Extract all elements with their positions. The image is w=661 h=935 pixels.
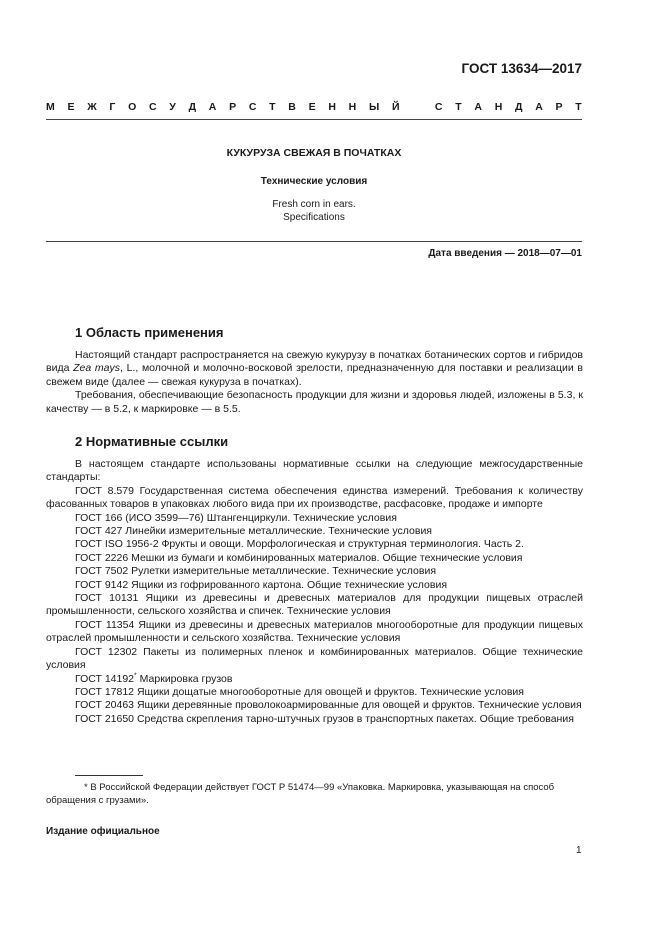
banner-gap <box>412 101 422 113</box>
section1-paragraph2: Требования, обеспечивающие безопасность продукции для жизни и здоровья людей, изложены в 5.3, к качеству — в 5.2, к маркировке — в 5.5. <box>46 389 583 415</box>
page-number: 1 <box>576 845 582 856</box>
banner-letter: Й <box>391 101 400 113</box>
banner-letter: С <box>434 101 443 113</box>
section1-p1-text: Настоящий стандарт распространяется на свежую кукурузу в початках ботанических сортов и гибридов вида <box>46 349 583 375</box>
section2-intro: В настоящем стандарте использованы нормативные ссылки на следующие межгосударственные стандарты: <box>46 458 583 484</box>
banner-letter: М <box>46 101 55 113</box>
ref-item: ГОСТ 11354 Ящики из древесины и древесных материалов многооборотные для продукции пищевых отраслей промышленности и сельского хозяйства. Технические условия <box>46 618 583 645</box>
header-rule-top <box>46 119 582 120</box>
ref-item: ГОСТ 2226 Мешки из бумаги и комбинированных материалов. Общие технические условия <box>75 551 523 564</box>
ref-14192-title: Маркировка грузов <box>136 672 233 685</box>
section1-p1-text-end: , L., молочной и молочно-восковой зрелости, предназначенную для поставки и реализации в свежем виде (далее — свежая кукуруза в початках). <box>46 362 583 388</box>
species-name: Zea mays <box>73 362 120 375</box>
banner-letter: О <box>128 101 137 113</box>
section1-heading: 1 Область применения <box>75 325 224 340</box>
ref-item: ГОСТ 17812 Ящики дощатые многооборотные для овощей и фруктов. Технические условия <box>75 685 524 698</box>
banner-letter: Ж <box>87 101 97 113</box>
banner-letter: Р <box>229 101 237 113</box>
ref-item: ГОСТ 8.579 Государственная система обеспечения единства измерений. Требования к количеству фасованных товаров в упаковках любого вида при их производстве, расфасовке, продаже и импорте <box>46 484 583 511</box>
document-title: КУКУРУЗА СВЕЖАЯ В ПОЧАТКАХ <box>226 147 402 159</box>
footnote-marker: * <box>134 672 137 679</box>
section1-paragraph1 <box>46 349 583 389</box>
ref-14192-code: ГОСТ 14192 <box>75 672 135 685</box>
banner-letter: А <box>208 101 217 113</box>
footnote-separator <box>75 775 143 776</box>
banner-letter: Т <box>575 101 582 113</box>
banner-letter: А <box>474 101 482 113</box>
banner-letter: В <box>288 101 296 113</box>
introduction-date: Дата введения — 2018—07—01 <box>428 248 582 259</box>
section1-body <box>46 349 583 416</box>
banner-letter: Е <box>67 101 75 113</box>
document-code: ГОСТ 13634—2017 <box>461 61 582 76</box>
banner-letter: Г <box>109 101 116 113</box>
banner-letter: Н <box>348 101 357 113</box>
ref-item: ГОСТ 20463 Ящики деревянные проволокоармированные для овощей и фруктов. Технические условия <box>75 699 582 712</box>
banner-letter: Н <box>494 101 503 113</box>
ref-item: ГОСТ 21650 Средства скрепления тарно-штучных грузов в транспортных пакетах. Общие требования <box>75 712 574 725</box>
banner-letter: Н <box>328 101 336 113</box>
ref-item: ГОСТ 10131 Ящики из древесины и древесных материалов для продукции пищевых отраслей промышленности, сельского хозяйства и спичек. Технические условия <box>46 592 583 618</box>
banner-letter: С <box>248 101 257 113</box>
banner-letter: Ы <box>368 101 380 113</box>
ref-item: ГОСТ 427 Линейки измерительные металлические. Технические условия <box>75 525 432 538</box>
ref-item: ГОСТ 166 (ИСО 3599—76) Штангенциркули. Технические условия <box>75 511 397 524</box>
banner-letter: Т <box>455 101 462 113</box>
header-rule-bottom <box>46 241 582 242</box>
banner-letter: Е <box>308 101 316 113</box>
interstate-standard-banner <box>46 101 582 113</box>
banner-letter: Д <box>188 101 197 113</box>
banner-letter: Т <box>269 101 276 113</box>
ref-item: ГОСТ 9142 Ящики из гофрированного картона. Общие технические условия <box>75 578 448 591</box>
ref-item: ГОСТ ISO 1956-2 Фрукты и овощи. Морфологическая и структурная терминология. Часть 2. <box>75 538 524 551</box>
document-subtitle: Технические условия <box>260 176 368 187</box>
official-edition-label: Издание официальное <box>46 826 160 837</box>
banner-letter: С <box>148 101 157 113</box>
footnote-text: * В Российской Федерации действует ГОСТ Р 51474—99 «Упаковка. Маркировка, указывающая на способ обращения с грузами». <box>46 782 555 806</box>
section2-body <box>46 458 583 726</box>
banner-letter: У <box>169 101 176 113</box>
english-title <box>46 199 582 224</box>
section2-heading: 2 Нормативные ссылки <box>75 434 229 449</box>
ref-item: ГОСТ 12302 Пакеты из полимерных пленок и комбинированных материалов. Общие технические условия <box>46 645 583 672</box>
banner-letter: Р <box>555 101 563 113</box>
footnote <box>46 781 583 807</box>
english-title-line1: Fresh corn in ears. <box>272 199 356 210</box>
ref-item-14192 <box>46 673 583 686</box>
english-title-line2: Specifications <box>283 211 345 223</box>
banner-letter: Д <box>515 101 523 113</box>
banner-letter: А <box>535 101 543 113</box>
ref-item: ГОСТ 7502 Рулетки измерительные металлические. Технические условия <box>75 565 437 578</box>
